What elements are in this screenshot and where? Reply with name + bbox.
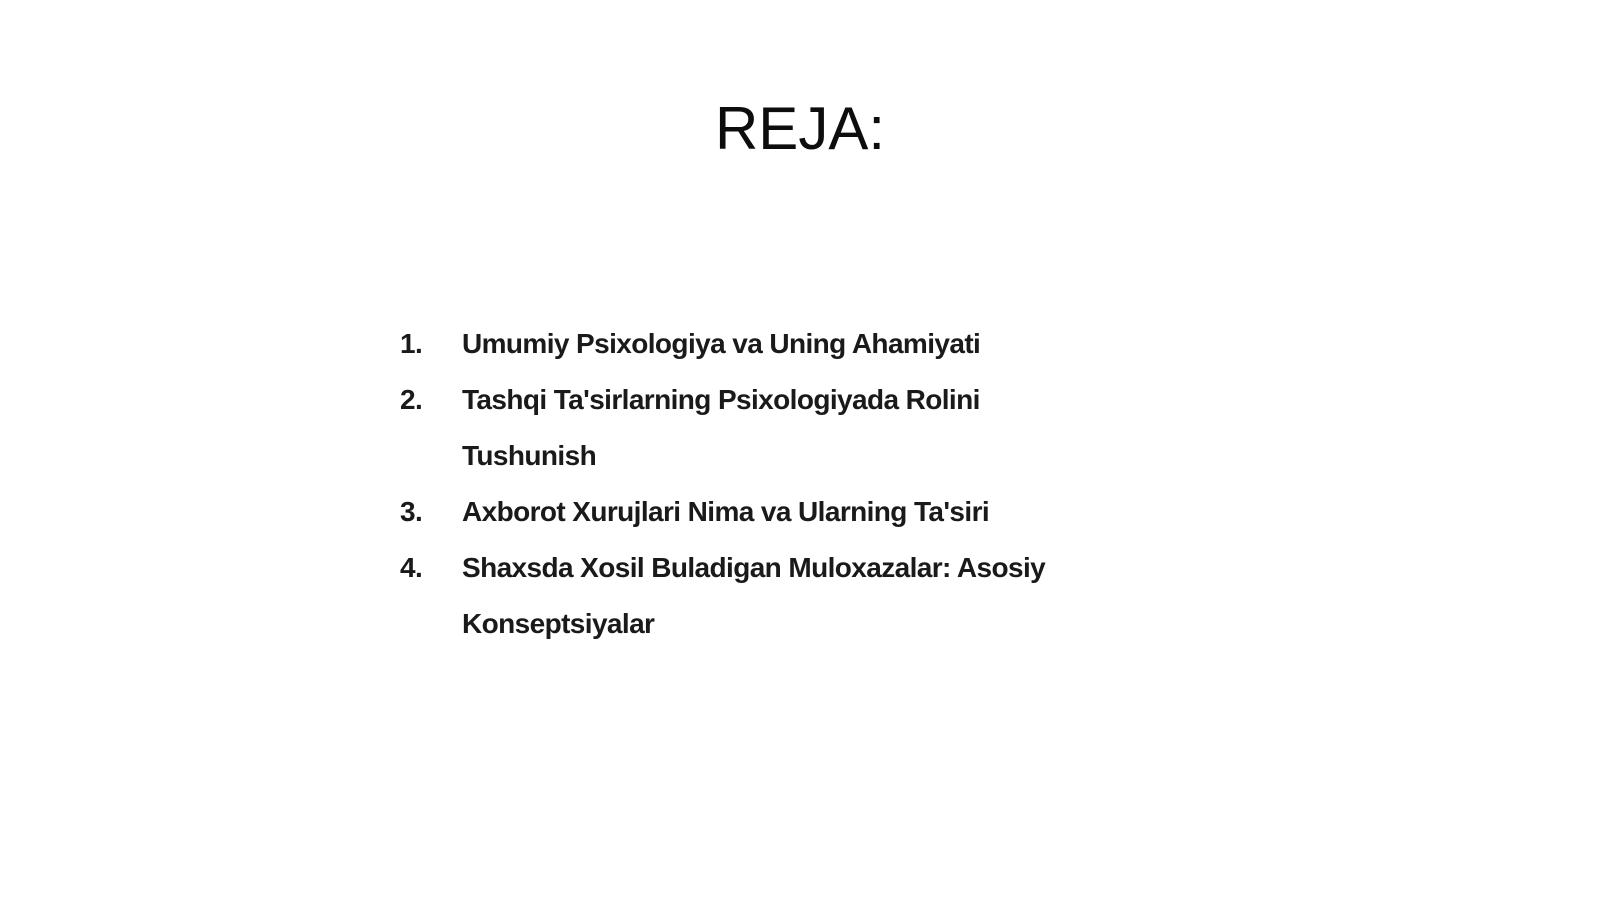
agenda-item [400, 484, 1160, 540]
agenda-item-text: Axborot Xurujlari Nima va Ularning Ta'siri [462, 496, 990, 527]
agenda-item-text: Tashqi Ta'sirlarning Psixologiyada Rolini Tushunish [462, 384, 980, 471]
agenda-item-text: Umumiy Psixologiya va Uning Ahamiyati [462, 328, 981, 359]
agenda-item-number: 2. [400, 384, 423, 415]
agenda-item-number: 4. [400, 552, 423, 583]
agenda-item-number: 1. [400, 328, 423, 359]
agenda-item [400, 540, 1160, 652]
agenda-item [400, 316, 1160, 372]
slide-title: REJA: [714, 95, 886, 162]
agenda-item-number: 3. [400, 496, 423, 527]
agenda-item-text: Shaxsda Xosil Buladigan Muloxazalar: Asosiy Konseptsiyalar [462, 552, 1046, 639]
agenda-list [400, 316, 1160, 652]
agenda-item [400, 372, 1160, 484]
